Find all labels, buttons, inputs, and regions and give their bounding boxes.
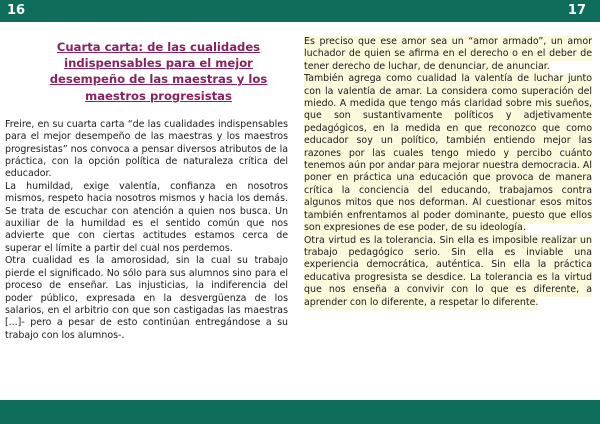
page-number-right: 17: [567, 3, 586, 18]
right-column: [304, 36, 592, 309]
paragraph: Freire, en su cuarta carta “de las cualidades indispensables para el mejor desempeño de las maestras y los maestros progresistas” nos convoca a pensar diversos atributos de la práctica, con la opción política de naturaleza crítica del educador.: [5, 118, 288, 180]
section-title: Cuarta carta: de las cualidades indispensables para el mejor desempeño de las maestras y los maestros progresistas: [49, 40, 268, 103]
highlighted-text: Otra virtud es la tolerancia. Sin ella es imposible realizar un trabajo pedagógico serio. Sin ella es inviable una experiencia democrática, auténtica. Sin ella la práctica educativa progresista se desdice. La tolerancia es la virtud que nos enseña a convivir con lo que es diferente, a aprender con lo diferente, a respetar lo diferente.: [304, 234, 592, 308]
paragraph: Otra cualidad es la amorosidad, sin la cual su trabajo pierde el significado. No sólo para sus alumnos sino para el proceso de enseñar. Las injusticias, la indiferencia del poder público, expresada en la desvergüenza de los salarios, en el arbitrio con que son castigadas las maestras [...]- pero a pesar de esto continúan entregándose a su trabajo con los alumnos-.: [5, 255, 288, 341]
page-number-left: 16: [7, 3, 26, 18]
left-column: [5, 36, 288, 342]
paragraph: [304, 235, 592, 309]
paragraph: La humildad, exige valentía, confianza en nosotros mismos, respeto hacia nosotros mismos y hacia los demás. Se trata de escuchar con atención a quien nos busca. Un auxiliar de la humildad es el sentido común que nos advierte que con ciertas actitudes estamos cerca de superar el límite a partir del cual nos perdemos.: [5, 180, 288, 254]
header-band: [0, 0, 600, 22]
paragraph: [304, 73, 592, 234]
paragraph: [304, 36, 592, 73]
highlighted-text: También agrega como cualidad la valentía de luchar junto con la valentía de amar. La considera como superación del miedo. A medida que tengo más claridad sobre mis sueños, que son sustantivamente políticos y adjetivamente pedagógicos, en la medida en que reconozco que como educador soy un político, también entiendo mejor las razones por las cuales tengo miedo y percibo cuánto tenemos aún por andar para mejorar nuestra democracia. Al poner en práctica una educación que provoca de manera crítica la conciencia del educando, trabajamos contra algunos mitos que nos deforman. Al cuestionar esos mitos también enfrentamos al poder dominante, puesto que ellos son expresiones de ese poder, de su ideología.: [304, 73, 592, 234]
highlighted-text: Es preciso que ese amor sea un “amor armado”, un amor luchador de quien se afirma en el derecho o en el deber de tener derecho de luchar, de denunciar, de anunciar.: [304, 36, 592, 72]
footer-band: [0, 400, 600, 424]
